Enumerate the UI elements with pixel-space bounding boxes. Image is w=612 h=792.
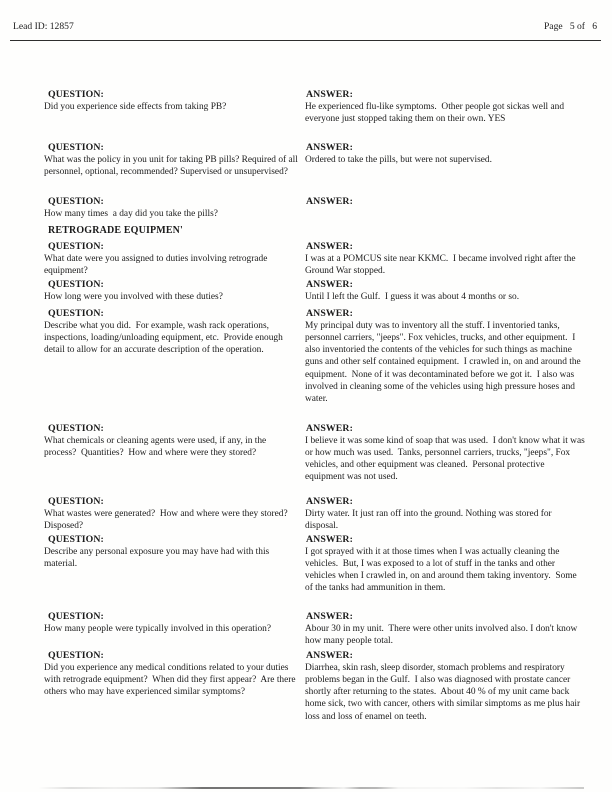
question-label: QUESTION: [48,611,104,622]
question-block [44,88,298,113]
question-text: Describe what you did. For example, wash rack operations, inspections, loading/unloading equipment, etc. Provide enough detail to allow for an accurate description of the operation. [44,321,286,356]
question-label: QUESTION: [48,142,104,153]
question-label: QUESTION: [48,496,104,507]
question-text: Did you experience side effects from taking PB? [44,102,227,112]
question-block [44,533,298,570]
answer-label: ANSWER: [306,650,353,661]
question-text: How long were you involved with these duties? [44,292,223,302]
answer-label: ANSWER: [306,423,353,434]
answer-block [305,141,586,166]
answer-text: Diarrhea, skin rash, sleep disorder, stomach problems and respiratory problems began in the Gulf. I also was diagnosed with prostate cancer shortly after returning to the states. About 40 % of my unit came back home sick, two with cancer, others with similar simptoms as me plus hair loss and loss of enamel on teeth. [305,663,583,722]
question-label: QUESTION: [48,423,104,434]
lead-id: Lead ID: 12857 [13,21,74,32]
answer-block [305,278,586,303]
question-block [44,422,298,459]
question-block [44,240,298,277]
answer-label: ANSWER: [306,89,353,100]
question-label: QUESTION: [48,89,104,100]
answer-block [305,422,586,484]
answer-block [305,610,586,647]
question-label: QUESTION: [48,534,104,545]
answer-text: Dirty water. It just ran off into the ground. Nothing was stored for disposal. [305,509,554,532]
question-label: QUESTION: [48,241,104,252]
question-text: What wastes were generated? How and where were they stored? Disposed? [44,509,293,532]
question-text: Did you experience any medical conditions related to your duties with retrograde equipment? When did they first appear? Are there others who may have experienced similar symptoms? [44,663,298,698]
answer-text: Abour 30 in my unit. There were other units involved also. I don't know how many people total. [305,624,580,647]
answer-block [305,533,586,595]
question-label: QUESTION: [48,650,104,661]
question-text: Describe any personal exposure you may have had with this material. [44,547,272,570]
question-block [44,495,298,532]
question-text: What was the policy in you unit for taking PB pills? Required of all personnel, optional, recommended? Supervised or unsupervised? [44,155,301,178]
section-header: RETROGRADE EQUIPMEN' [48,225,183,236]
page-header [13,21,597,33]
footer-rule [38,787,584,789]
answer-text: My principal duty was to inventory all the stuff. I inventoried tanks, personnel carriers, "jeeps". Fox vehicles, trucks, and other equipment. I also inventoried the contents of the vehicles for such things as machine guns and other self contained equipment. I crawled in, on and around the equipment. None of it was decontaminated before we got it. I also was involved in cleaning some of the vehicles using high pressure hoses and water. [305,321,584,404]
answer-text: I was at a POMCUS site near KKMC. I became involved right after the Ground War stopped. [305,254,578,277]
question-block [44,278,298,303]
question-text: What date were you assigned to duties involving retrograde equipment? [44,254,270,277]
page-number: Page 5 of 6 [543,21,597,32]
answer-block [305,307,586,405]
question-block [44,649,298,698]
question-text: How many people were typically involved in this operation? [44,624,272,634]
question-text: How many times a day did you take the pills? [44,209,218,219]
question-block [44,195,298,220]
header-rule [10,40,601,41]
answer-text: Ordered to take the pills, but were not supervised. [305,155,492,165]
answer-label: ANSWER: [306,611,353,622]
answer-text: Until I left the Gulf. I guess it was about 4 months or so. [305,292,520,302]
question-label: QUESTION: [48,196,104,207]
answer-label: ANSWER: [306,142,353,153]
answer-block [305,649,586,723]
answer-text: He experienced flu-like symptoms. Other people got sickas well and everyone just stopped taking them on their own. YES [305,102,567,125]
question-block [44,307,298,356]
answer-block [305,240,586,277]
question-label: QUESTION: [48,279,104,290]
answer-text: I got sprayed with it at those times when I was actually cleaning the vehicles. But, I was exposed to a lot of stuff in the tanks and other vehicles when I crawled in, on and around them taking inventory. Some of the tanks had ammunition in them. [305,547,580,594]
question-block [44,610,298,635]
answer-label: ANSWER: [306,534,353,545]
answer-label: ANSWER: [306,241,353,252]
answer-label: ANSWER: [306,308,353,319]
question-block [44,141,301,178]
answer-label: ANSWER: [306,496,353,507]
answer-label: ANSWER: [306,196,353,207]
answer-label: ANSWER: [306,279,353,290]
answer-block [305,495,586,532]
question-text: What chemicals or cleaning agents were used, if any, in the process? Quantities? How and where were they stored? [44,436,269,459]
answer-block [305,195,586,208]
answer-text: I believe it was some kind of soap that was used. I don't know what it was or how much was used. Tanks, personnel carriers, trucks, "jeeps", Fox vehicles, and other equipment was cleaned. Personal protective equipment was not used. [305,436,588,483]
answer-block [305,88,586,125]
question-label: QUESTION: [48,308,104,319]
